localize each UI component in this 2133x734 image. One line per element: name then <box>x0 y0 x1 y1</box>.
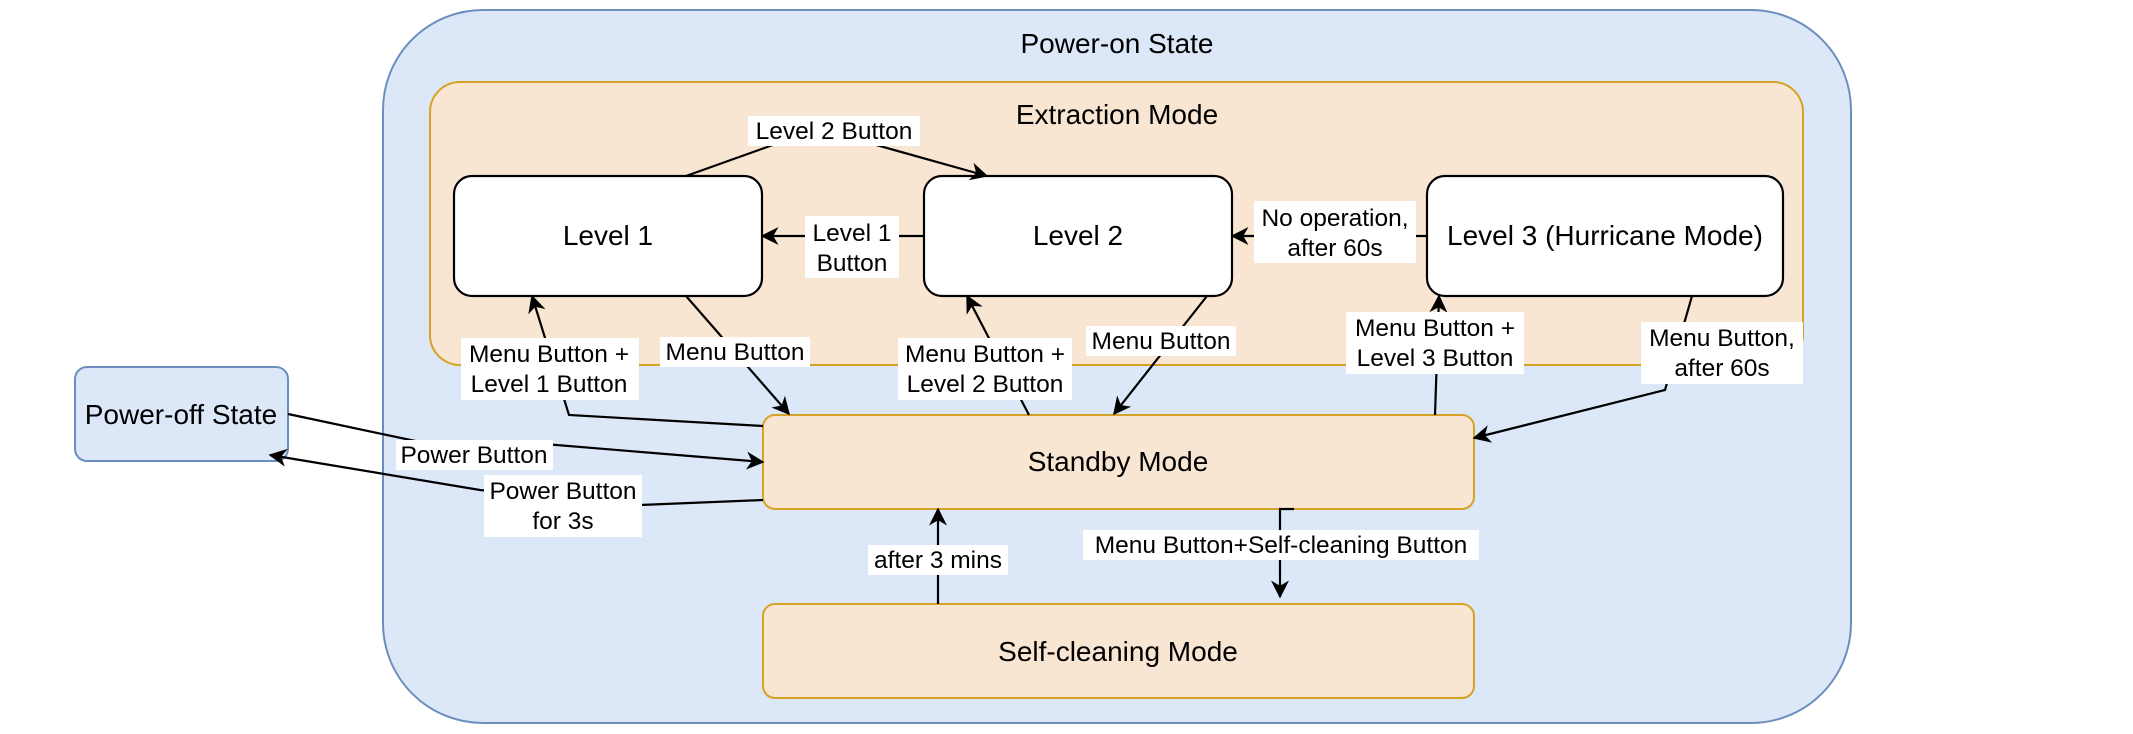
power-off-label: Power-off State <box>84 399 278 430</box>
edge-label-level1-button-line1: Level 1 <box>812 220 892 247</box>
edge-label-menu-from-level2: Menu Button <box>1091 328 1231 355</box>
edge-label-power-button-3s-line2: for 3s <box>532 508 594 535</box>
edge-label-menu-level3-line1: Menu Button + <box>1354 315 1516 342</box>
edge-label-menu-level3-line2: Level 3 Button <box>1356 345 1514 372</box>
edge-label-level2-button: Level 2 Button <box>755 118 913 145</box>
edge-label-menu-self-cleaning: Menu Button+Self-cleaning Button <box>1094 532 1468 559</box>
level-3-label: Level 3 (Hurricane Mode) <box>1447 220 1763 251</box>
self-cleaning-mode-label: Self-cleaning Mode <box>998 636 1238 667</box>
edge-label-level1-button-line2: Button <box>816 250 888 277</box>
edge-label-no-operation-line1: No operation, <box>1261 205 1409 232</box>
edge-label-menu-after-60s-line1: Menu Button, <box>1649 325 1795 352</box>
edge-label-power-button-3s-line1: Power Button <box>489 478 637 505</box>
edge-label-menu-level2-line1: Menu Button + <box>904 341 1066 368</box>
edge-label-menu-level1-line2: Level 1 Button <box>470 371 628 398</box>
edge-label-menu-level2-line2: Level 2 Button <box>906 371 1064 398</box>
edge-label-no-operation-line2: after 60s <box>1287 235 1383 262</box>
level-2-label: Level 2 <box>1032 220 1124 251</box>
extraction-mode-title: Extraction Mode <box>1015 99 1219 130</box>
power-on-state-title: Power-on State <box>1020 28 1214 59</box>
level-1-label: Level 1 <box>562 220 654 251</box>
edge-label-menu-level1-line1: Menu Button + <box>468 341 630 368</box>
edge-label-menu-from-level1: Menu Button <box>665 339 805 366</box>
edge-label-after-3-mins: after 3 mins <box>874 547 1002 574</box>
edge-label-power-button: Power Button <box>400 442 548 469</box>
standby-mode-label: Standby Mode <box>1027 446 1209 477</box>
edge-label-menu-after-60s-line2: after 60s <box>1674 355 1770 382</box>
